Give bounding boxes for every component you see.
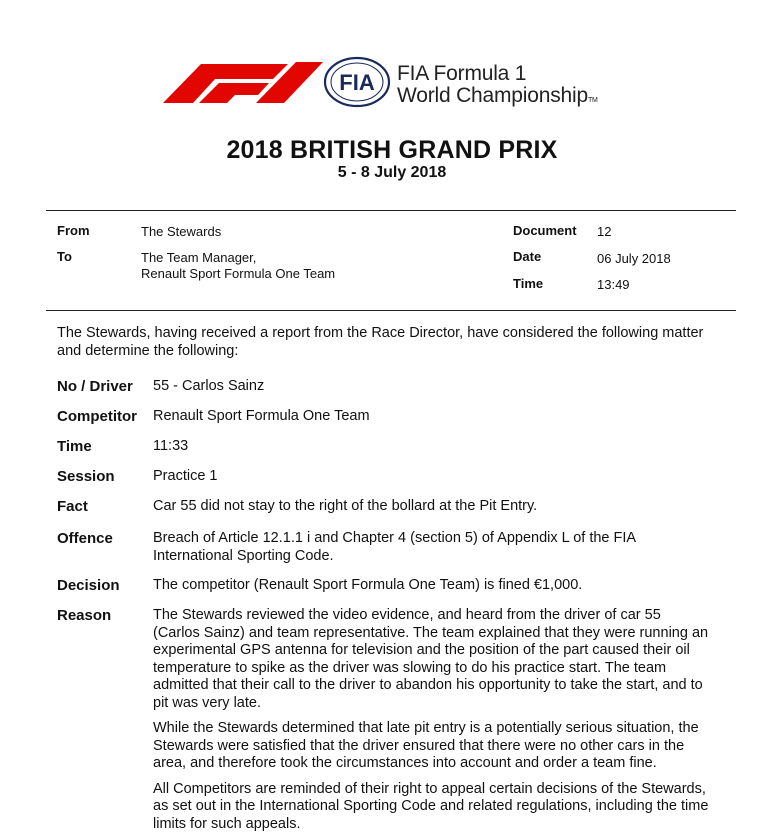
f1-logo xyxy=(163,61,323,103)
reason-label: Reason xyxy=(57,607,112,624)
intro-line2: and determine the following: xyxy=(57,343,239,359)
wordmark-line1: FIA Formula 1 xyxy=(397,62,527,85)
driver-label: No / Driver xyxy=(57,378,133,395)
reason-paragraph-3 xyxy=(153,781,743,834)
reason-value xyxy=(153,607,743,833)
event-title: 2018 BRITISH GRAND PRIX xyxy=(226,136,558,164)
document-label: Document xyxy=(513,223,577,238)
wordmark-line2: World Championship xyxy=(397,84,588,107)
driver-value: 55 - Carlos Sainz xyxy=(153,378,265,394)
trademark: TM xyxy=(587,97,598,104)
reason-line: experimental GPS antenna for television and the position of the part caused their oil xyxy=(153,642,690,658)
event-dates: 5 - 8 July 2018 xyxy=(337,164,447,181)
reason-line: area, and therefore took the circumstances into account and order a team fine. xyxy=(153,755,657,771)
offence-line2: International Sporting Code. xyxy=(153,547,334,564)
session-value: Practice 1 xyxy=(153,468,218,484)
reason-line: as set out in the International Sporting Code and related regulations, including the time xyxy=(153,798,709,814)
offence-line1: Breach of Article 12.1.1 i and Chapter 4 (section 5) of Appendix L of the FIA xyxy=(153,530,637,546)
date-label: Date xyxy=(513,249,542,264)
fia-emblem-text: FIA xyxy=(339,70,375,95)
reason-line: Stewards were satisfied that the driver ensured that there were no other cars in the xyxy=(153,737,685,754)
intro-text xyxy=(57,324,747,360)
decision-value: The competitor (Renault Sport Formula One Team) is fined €1,000. xyxy=(153,577,583,593)
reason-line: admitted that their call to the driver to abandon his opportunity to take the start, and to xyxy=(153,677,703,693)
top-divider xyxy=(46,210,736,211)
decision-label: Decision xyxy=(57,577,120,594)
to-label: To xyxy=(57,249,72,264)
bottom-divider xyxy=(46,310,736,311)
time-label: Time xyxy=(513,276,544,291)
to-line1: The Team Manager, xyxy=(141,250,257,265)
competitor-label: Competitor xyxy=(57,408,137,425)
reason-line: pit was very late. xyxy=(153,694,261,711)
document-value: 12 xyxy=(597,224,612,239)
reason-line: limits for such appeals. xyxy=(153,815,301,832)
reason-line: The Stewards reviewed the video evidence, and heard from the driver of car 55 xyxy=(153,607,661,623)
from-label: From xyxy=(57,223,90,238)
incident-time-label: Time xyxy=(57,438,92,455)
reason-line: (Carlos Sainz) and team representative. The team explained that they were running an xyxy=(153,624,709,641)
fact-value: Car 55 did not stay to the right of the bollard at the Pit Entry. xyxy=(153,498,538,514)
intro-line1: The Stewards, having received a report from the Race Director, have considered the following matter xyxy=(57,325,704,341)
reason-paragraph-1 xyxy=(153,607,743,712)
offence-value xyxy=(153,530,743,565)
competitor-value: Renault Sport Formula One Team xyxy=(153,408,370,424)
time-value: 13:49 xyxy=(597,277,630,292)
incident-time-value: 11:33 xyxy=(153,438,189,454)
to-value xyxy=(141,250,335,282)
reason-paragraph-2 xyxy=(153,720,743,773)
to-line2: Renault Sport Formula One Team xyxy=(141,266,336,281)
fia-emblem-icon xyxy=(323,56,391,108)
fact-label: Fact xyxy=(57,498,88,515)
reason-line: While the Stewards determined that late pit entry is a potentially serious situation, the xyxy=(153,720,699,736)
championship-wordmark xyxy=(397,63,598,112)
from-value: The Stewards xyxy=(141,224,222,239)
session-label: Session xyxy=(57,468,115,485)
reason-line: temperature to spike as the driver was slowing to do his practice start. The team xyxy=(153,659,667,676)
date-value: 06 July 2018 xyxy=(597,251,671,266)
reason-line: All Competitors are reminded of their right to appeal certain decisions of the Stewards, xyxy=(153,780,706,797)
offence-label: Offence xyxy=(57,530,113,547)
